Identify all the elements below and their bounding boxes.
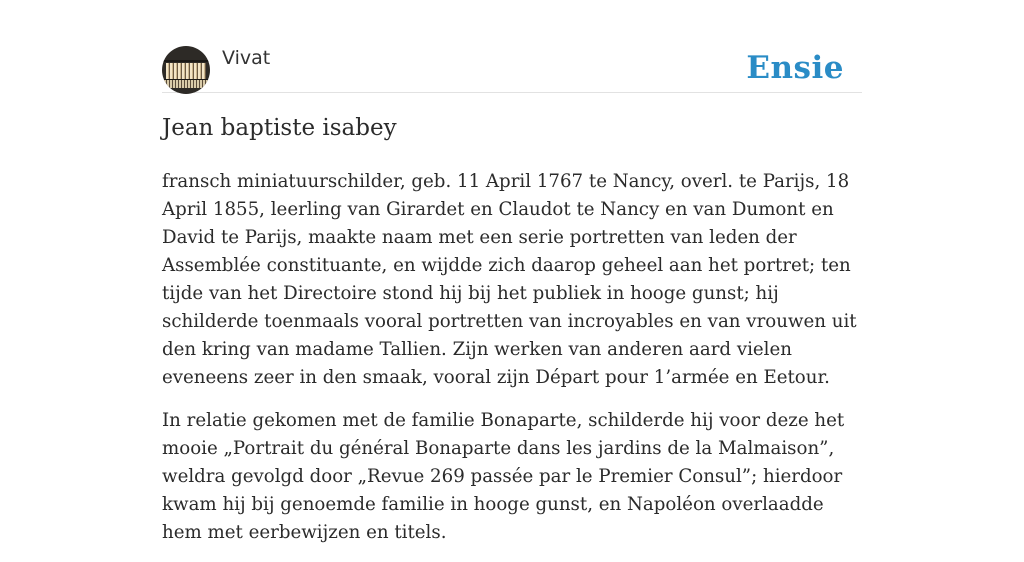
avatar-books <box>166 63 206 79</box>
article-paragraph: In relatie gekomen met de familie Bonaparte, schilderde hij voor deze het mooie „Portrait du général Bonaparte dans les jardins de la Malmaison”, weldra gevolgd door „Revue 269 passée par le Premier Consul”; hierdoor kwam hij bij genoemde familie in hooge gunst, en Napoléon overlaadde hem met eerbewijzen en titels. <box>162 410 845 543</box>
article-body <box>162 168 867 562</box>
site-logo[interactable]: Ensie <box>746 50 844 86</box>
avatar-books <box>164 80 208 88</box>
article-title: Jean baptiste isabey <box>162 115 397 141</box>
author-name[interactable]: Vivat <box>222 47 271 69</box>
avatar-shelf <box>162 60 210 62</box>
author-avatar[interactable] <box>162 46 210 94</box>
article-paragraph: fransch miniatuurschilder, geb. 11 April 1767 te Nancy, overl. te Parijs, 18 April 1855, leerling van Girardet en Claudot te Nancy en van Dumont en David te Parijs, maakte naam met een serie portretten van leden der Assemblée constituante, en wijdde zich daarop geheel aan het portret; ten tijde van het Directoire stond hij bij het publiek in hooge gunst; hij schilderde toenmaals vooral portretten van incroyables en van vrouwen uit den kring van madame Tallien. Zijn werken van anderen aard vielen eveneens zeer in den smaak, vooral zijn Départ pour 1’armée en Eetour. <box>162 171 857 388</box>
header <box>162 46 862 93</box>
